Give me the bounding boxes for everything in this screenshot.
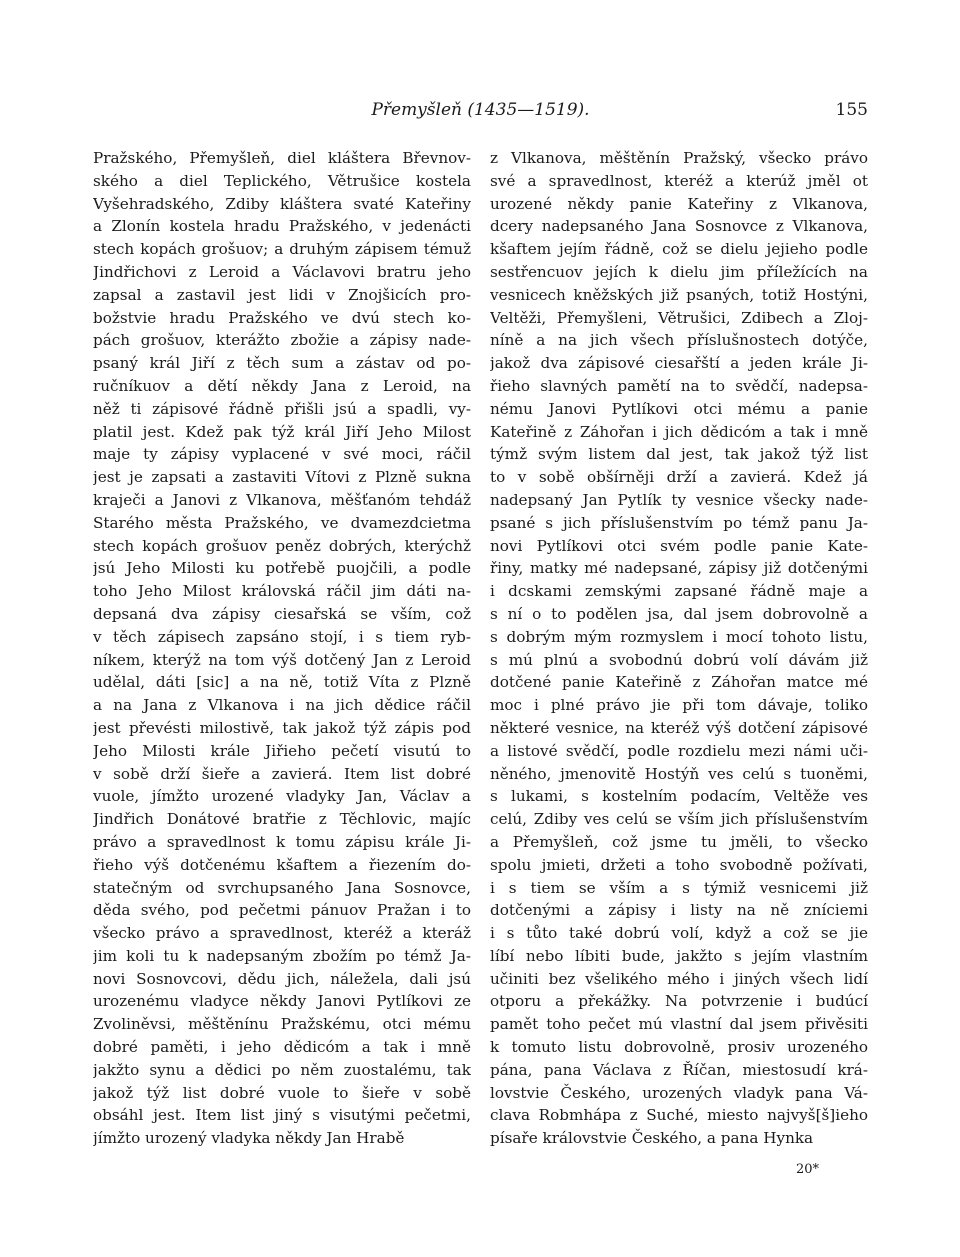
text-line: Zvoliněvsi, měštěnínu Pražskému, otci mému	[93, 1015, 471, 1034]
text-line: psané s jich příslušenstvím po témž panu Ja-	[490, 513, 868, 532]
text-line: své a spravedlnost, kteréž a kterúž jměl ot	[490, 171, 868, 190]
right-text-column	[490, 147, 868, 1150]
text-line: platil jest. Kdež pak týž král Jiří Jeho Milost	[93, 422, 471, 441]
text-line: písaře královstvie Českého, a pana Hynka	[490, 1129, 814, 1148]
text-line: děda svého, pod pečetmi pánuov Pražan i to	[93, 901, 471, 920]
text-line: depsaná dva zápisy ciesařská se vším, což	[93, 604, 471, 623]
text-line: i s tiem se vším a s týmiž vesnicemi již	[490, 878, 868, 897]
text-line: řieho výš dotčenému kšaftem a řiezením do-	[93, 855, 471, 874]
text-line: s ní o to podělen jsa, dal jsem dobrovolně a	[490, 604, 868, 623]
text-line: vesnicech kněžských již psaných, totiž Hostýni,	[490, 285, 868, 304]
text-line: řiny, matky mé nadepsané, zápisy již dotčenými	[490, 559, 868, 578]
text-line: pamět toho pečet mú vlastní dal jsem přivěsiti	[490, 1015, 868, 1034]
text-line: jsú Jeho Milosti ku potřebě puojčili, a podle	[93, 559, 471, 578]
text-line: dcery nadepsaného Jana Sosnovce z Vlkanova,	[490, 217, 868, 236]
text-line: jakož týž list dobré vuole to šieře v sobě	[93, 1083, 471, 1102]
text-line: níně a na jich všech příslušnostech dotýče,	[490, 331, 868, 350]
text-line: týmž svým listem dal jest, tak jakož týž list	[490, 445, 868, 464]
running-title: Přemyšleň (1435—1519).	[371, 100, 590, 120]
text-line: Starého města Pražského, ve dvamezdcietma	[93, 513, 471, 532]
text-line: udělal, dáti [sic] a na ně, totiž Víta z Plzně	[93, 673, 471, 692]
text-line: ručníkuov a dětí někdy Jana z Leroid, na	[93, 376, 471, 395]
text-line: božstvie hradu Pražského ve dvú stech ko-	[93, 308, 471, 327]
text-line: Pražského, Přemyšleň, diel kláštera Břevnov-	[93, 149, 471, 167]
text-line: nému Janovi Pytlíkovi otci mému a panie	[490, 399, 868, 418]
text-line: dotčené panie Kateřině z Záhořan matce mé	[490, 673, 868, 692]
text-line: níkem, kterýž na tom výš dotčený Jan z Leroid	[93, 650, 471, 669]
text-line: jakož dva zápisové ciesařští a jeden krále Ji-	[490, 354, 868, 373]
text-line: jim koli tu k nadepsaným zbožím po témž Ja-	[93, 946, 471, 965]
text-line: jímžto urozený vladyka někdy Jan Hrabě	[93, 1129, 405, 1148]
text-line: pána, pana Václava z Říčan, miestosudí krá-	[490, 1060, 868, 1079]
text-line: stech kopách grošuov peněz dobrých, kterýchž	[93, 536, 471, 555]
text-line: Jindřich Donátové bratřie z Těchlovic, majíc	[93, 810, 471, 829]
text-line: Jindřichovi z Leroid a Václavovi bratru jeho	[93, 262, 471, 281]
text-line: a na Jana z Vlkanova i na jich dědice ráčil	[93, 696, 471, 715]
text-line: z Vlkanova, měštěnín Pražský, všecko právo	[490, 149, 868, 167]
page-number: 155	[835, 100, 868, 120]
text-line: k tomuto listu dobrovolně, prosiv urozeného	[490, 1038, 868, 1057]
text-line: urozenému vladyce někdy Janovi Pytlíkovi ze	[93, 992, 471, 1011]
text-line: a Přemyšleň, což jsme tu jměli, to všecko	[490, 832, 868, 851]
text-line: obsáhl jest. Item list jiný s visutými pečetmi,	[93, 1106, 471, 1125]
text-line: Jeho Milosti krále Jiřieho pečetí visutú to	[93, 741, 471, 760]
text-line: nadepsaný Jan Pytlík ty vesnice všecky nade-	[490, 490, 868, 509]
text-line: něž ti zápisové řádně přišli jsú a spadli, vy-	[93, 399, 471, 418]
text-line: s lukami, s kostelním podacím, Veltěže ves	[490, 787, 868, 806]
text-line: novi Pytlíkovi otci svém podle panie Kate-	[490, 536, 868, 555]
text-line: některé vesnice, na kteréž výš dotčení zápisové	[490, 718, 868, 737]
text-line: clava Robmhápa z Suché, miesto najvyš[š]ieho	[490, 1106, 868, 1125]
text-line: jakžto synu a dědici po něm zuostalému, tak	[93, 1060, 471, 1079]
text-line: řieho slavných pamětí na to svědčí, nadepsa-	[490, 376, 868, 395]
text-line: v sobě drží šieře a zavierá. Item list dobré	[93, 764, 471, 783]
text-line: jest převésti milostivě, tak jakož týž zápis pod	[93, 718, 471, 737]
text-line: v těch zápisech zapsáno stojí, i s tiem ryb-	[93, 627, 471, 646]
text-line: vuole, jímžto urozené vladyky Jan, Václav a	[93, 787, 471, 806]
text-line: stech kopách grošuov; a druhým zápisem témuž	[93, 240, 471, 259]
text-line: s dobrým mým rozmyslem i mocí tohoto listu,	[490, 627, 868, 646]
text-line: celú, Zdiby ves celú se vším jich příslušenstvím	[490, 810, 868, 829]
text-line: spolu jmieti, držeti a toho svobodně požívati,	[490, 855, 868, 874]
text-line: kšaftem jejím řádně, což se dielu jejieho podle	[490, 240, 868, 259]
text-line: Vyšehradského, Zdiby kláštera svaté Kateřiny	[93, 194, 471, 213]
text-line: urozené někdy panie Kateřiny z Vlkanova,	[490, 194, 868, 213]
text-line: sestřencuov jejích k dielu jim příležících na	[490, 262, 868, 281]
printer-signature-mark: 20*	[796, 1162, 820, 1177]
running-header	[93, 100, 868, 124]
text-line: otporu a překážky. Na potvrzenie i budúcí	[490, 992, 868, 1011]
text-line: ského a diel Teplického, Větrušice kostela	[93, 171, 471, 190]
left-text-column	[93, 147, 471, 1150]
text-line: lovstvie Českého, urozených vladyk pana Vá-	[490, 1083, 868, 1102]
text-line: novi Sosnovcovi, dědu jich, náležela, dali jsú	[93, 969, 471, 988]
text-line: a Zlonín kostela hradu Pražského, v jedenácti	[93, 217, 471, 236]
text-line: něného, jmenovitě Hostýň ves celú s tuoněmi,	[490, 764, 868, 783]
text-line: zapsal a zastavil jest lidi v Znojšicích pro-	[93, 285, 471, 304]
text-line: dotčenými a zápisy i listy na ně zníciemi	[490, 901, 868, 920]
text-line: i dcskami zemskými zapsané řádně maje a	[490, 582, 868, 601]
text-line: Kateřině z Záhořan i jich dědicóm a tak i mně	[490, 422, 868, 441]
text-line: učiniti bez všelikého mého i jiných všech lidí	[490, 969, 868, 988]
text-line: s mú plnú a svobodnú dobrú volí dávám již	[490, 650, 868, 669]
text-line: statečným od svrchupsaného Jana Sosnovce,	[93, 878, 471, 897]
text-line: kraječi a Janovi z Vlkanova, měšťanóm tehdáž	[93, 490, 471, 509]
text-line: právo a spravedlnost k tomu zápisu krále Ji-	[93, 832, 471, 851]
text-line: pách grošuov, kterážto zbožie a zápisy nade-	[93, 331, 471, 350]
text-line: a listové svědčí, podle rozdielu mezi námi uči-	[490, 741, 868, 760]
text-line: jest je zapsati a zastaviti Vítovi z Plzně sukna	[93, 468, 471, 487]
text-line: to v sobě obšírněji drží a zavierá. Kdež já	[490, 468, 868, 487]
text-line: všecko právo a spravedlnost, kteréž a kteráž	[93, 924, 471, 943]
text-line: Veltěži, Přemyšleni, Větrušici, Zdibech a Zloj-	[490, 308, 868, 327]
text-line: i s tůto také dobrú volí, když a což se jie	[490, 924, 868, 943]
text-line: dobré paměti, i jeho dědicóm a tak i mně	[93, 1038, 471, 1057]
text-line: líbí nebo líbiti bude, jakžto s jejím vlastním	[490, 946, 868, 965]
text-line: maje ty zápisy vyplacené v své moci, ráčil	[93, 445, 471, 464]
text-line: toho Jeho Milost královská ráčil jim dáti na-	[93, 582, 471, 601]
text-line: moc i plné právo jie při tom dávaje, toliko	[490, 696, 868, 715]
text-line: psaný král Jiří z těch sum a zástav od po-	[93, 354, 471, 373]
